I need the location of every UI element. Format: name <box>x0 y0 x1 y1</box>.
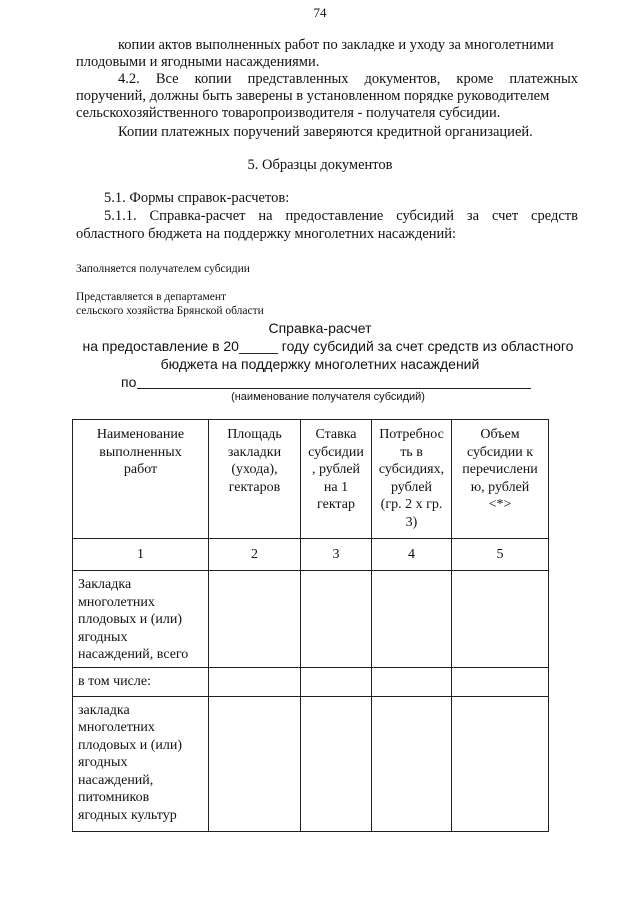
header-cell-need: Потребнос ть в субсидиях, рублей (гр. 2 x гр. 3) <box>372 420 452 539</box>
recipient-caption: (наименование получателя субсидий) <box>231 391 425 403</box>
form-submitted-to: Представляется в департамент <box>76 291 227 303</box>
empty-cell[interactable] <box>452 667 549 696</box>
form-subtitle: на предоставление в 20_____ году субсидий за счет средств из областного <box>82 338 574 354</box>
subsection-heading: областного бюджета на поддержку многолетних насаждений: <box>76 226 457 242</box>
empty-cell[interactable] <box>372 667 452 696</box>
table-row <box>73 571 549 668</box>
column-number-row <box>73 539 549 571</box>
row-label: закладка многолетних плодовых и (или) ягодных насаждений, питомников ягодных культур <box>73 696 209 831</box>
row-label: Закладка многолетних плодовых и (или) ягодных насаждений, всего <box>73 571 209 668</box>
paragraph-line: Копии платежных поручений заверяются кредитной организацией. <box>118 124 533 140</box>
form-submitted-to: сельского хозяйства Брянской области <box>76 305 264 317</box>
empty-cell[interactable] <box>301 696 372 831</box>
recipient-name-line <box>137 388 531 389</box>
section-title: 5. Образцы документов <box>247 157 393 173</box>
paragraph-line: 4.2. Все копии представленных документов, кроме платежных <box>118 71 578 87</box>
header-cell-rate: Ставка субсидии , рублей на 1 гектар <box>301 420 372 539</box>
page-number: 74 <box>313 5 327 20</box>
column-number: 5 <box>452 539 549 571</box>
column-number: 4 <box>372 539 452 571</box>
header-cell-work-name: Наименование выполненных работ <box>73 420 209 539</box>
table-row <box>73 667 549 696</box>
subsection-heading: 5.1.1. Справка-расчет на предоставление субсидий за счет средств <box>104 208 578 224</box>
table-row <box>73 696 549 831</box>
empty-cell[interactable] <box>372 571 452 668</box>
form-subtitle: бюджета на поддержку многолетних насаждений <box>160 356 480 372</box>
subsection-heading: 5.1. Формы справок-расчетов: <box>104 190 290 206</box>
subsidy-calculation-table <box>72 419 549 832</box>
column-number: 3 <box>301 539 372 571</box>
empty-cell[interactable] <box>372 696 452 831</box>
column-number: 1 <box>73 539 209 571</box>
empty-cell[interactable] <box>209 696 301 831</box>
header-cell-transfer-volume: Объем субсидии к перечислени ю, рублей <*> <box>452 420 549 539</box>
column-number: 2 <box>209 539 301 571</box>
table-header-row <box>73 420 549 539</box>
po-label: по <box>121 374 137 390</box>
form-filled-by: Заполняется получателем субсидии <box>76 263 250 275</box>
empty-cell[interactable] <box>209 667 301 696</box>
row-label: в том числе: <box>73 667 209 696</box>
empty-cell[interactable] <box>452 571 549 668</box>
empty-cell[interactable] <box>452 696 549 831</box>
form-title: Справка-расчет <box>268 320 372 336</box>
paragraph-line: плодовыми и ягодными насаждениями. <box>76 54 320 70</box>
paragraph-line: сельскохозяйственного товаропроизводителя - получателя субсидии. <box>76 105 501 121</box>
header-cell-area: Площадь закладки (ухода), гектаров <box>209 420 301 539</box>
empty-cell[interactable] <box>209 571 301 668</box>
empty-cell[interactable] <box>301 571 372 668</box>
paragraph-line: поручений, должны быть заверены в установленном порядке руководителем <box>76 88 550 104</box>
paragraph-line: копии актов выполненных работ по закладке и уходу за многолетними <box>118 37 554 53</box>
empty-cell[interactable] <box>301 667 372 696</box>
